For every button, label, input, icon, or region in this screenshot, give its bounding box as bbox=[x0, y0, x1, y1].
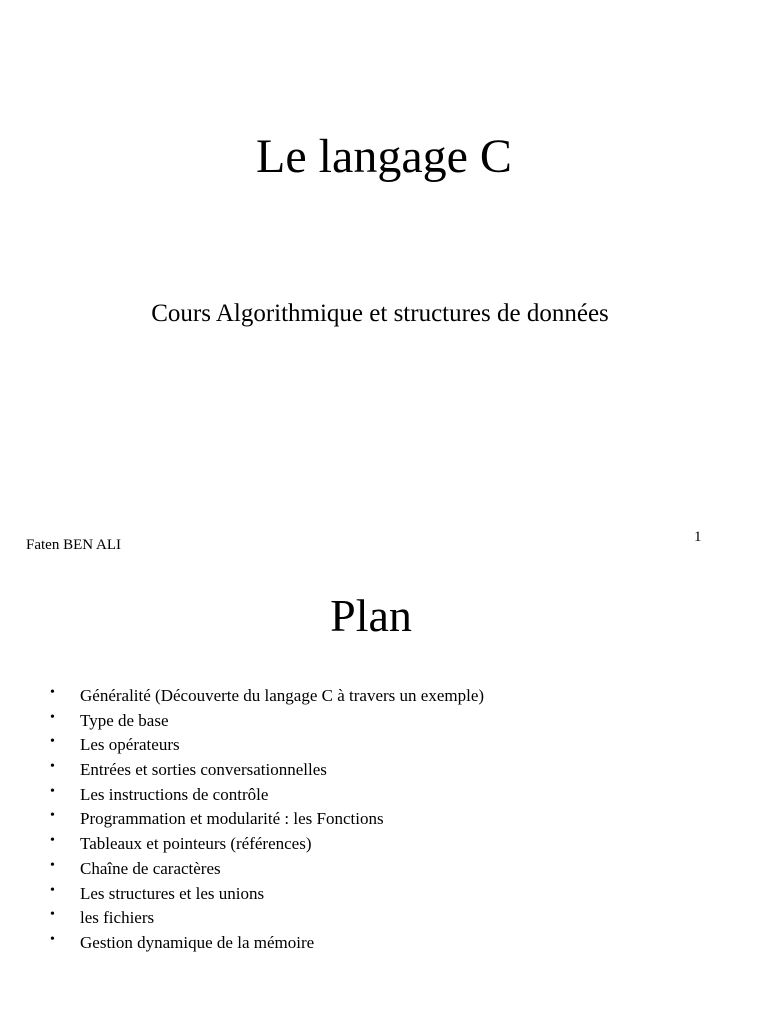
plan-item bbox=[48, 931, 484, 956]
plan-item bbox=[48, 684, 484, 709]
plan-item-label: Chaîne de caractères bbox=[80, 858, 221, 878]
plan-item-label: Gestion dynamique de la mémoire bbox=[80, 932, 315, 952]
plan-item bbox=[48, 882, 484, 907]
plan-item-label: Les structures et les unions bbox=[80, 883, 265, 903]
page-number: 1 bbox=[694, 529, 702, 545]
plan-title: Plan bbox=[330, 590, 412, 641]
bullet-icon: • bbox=[50, 685, 55, 700]
bullet-icon: • bbox=[50, 833, 55, 849]
bullet-icon: • bbox=[50, 783, 55, 799]
plan-item-label: Les opérateurs bbox=[80, 735, 180, 755]
author-name: Faten BEN ALI bbox=[26, 537, 121, 553]
plan-item bbox=[48, 832, 484, 857]
plan-item-label: Généralité (Découverte du langage C à travers un exemple) bbox=[80, 686, 485, 705]
slide-subtitle: Cours Algorithmique et structures de données bbox=[151, 300, 609, 327]
plan-item bbox=[48, 857, 484, 882]
bullet-icon: • bbox=[50, 808, 55, 824]
plan-item bbox=[48, 807, 484, 832]
bullet-icon: • bbox=[50, 931, 55, 947]
plan-item-label: Tableaux et pointeurs (références) bbox=[80, 834, 312, 854]
bullet-icon: • bbox=[50, 857, 55, 873]
bullet-icon: • bbox=[50, 907, 55, 923]
bullet-icon: • bbox=[50, 882, 55, 898]
bullet-icon: • bbox=[50, 734, 55, 750]
plan-item bbox=[48, 783, 484, 808]
bullet-icon: • bbox=[50, 709, 55, 725]
plan-item bbox=[48, 709, 484, 734]
plan-list bbox=[48, 684, 484, 956]
plan-item-label: Les instructions de contrôle bbox=[80, 784, 269, 804]
slide-title: Le langage C bbox=[256, 130, 512, 183]
bullet-icon: • bbox=[50, 759, 55, 775]
plan-item bbox=[48, 733, 484, 758]
plan-item-label: Programmation et modularité : les Fonctions bbox=[80, 809, 384, 829]
plan-item bbox=[48, 906, 484, 931]
plan-item-label: Type de base bbox=[80, 710, 169, 730]
plan-item-label: les fichiers bbox=[80, 908, 155, 928]
plan-item bbox=[48, 758, 484, 783]
plan-item-label: Entrées et sorties conversationnelles bbox=[80, 760, 327, 780]
